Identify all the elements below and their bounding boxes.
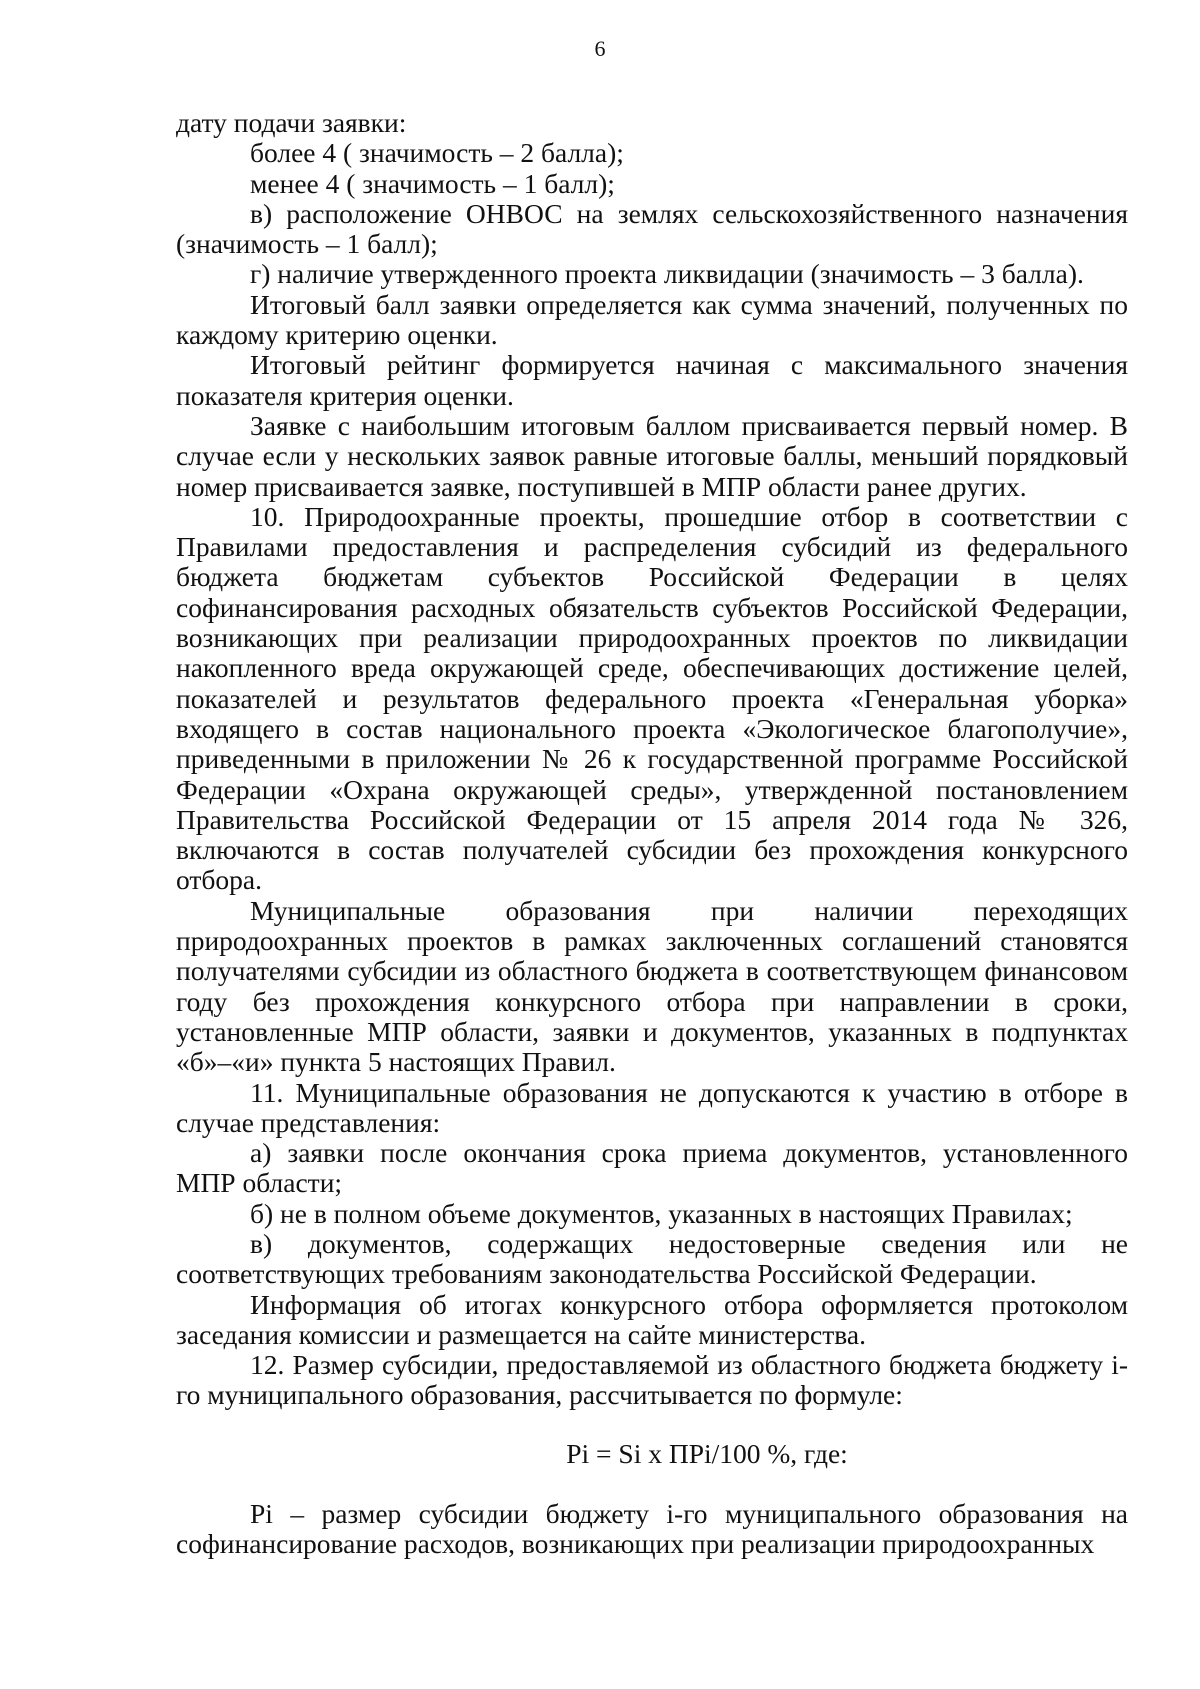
page-number: 6 [594, 36, 606, 61]
clause-11-item-b: б) не в полном объеме документов, указанных в настоящих Правилах; [250, 1197, 1073, 1229]
paragraph-total-rating: Итоговый рейтинг формируется начиная с максимального значения показателя критерия оценки. [176, 349, 1128, 411]
paragraph-transitional-projects: Муниципальные образования при наличии переходящих природоохранных проектов в рамках заключенных соглашений становятся получателями субсидии из областного бюджета в соответствующем финансовом году без прохождения конкурсного отбора при направлении в сроки, установленные МПР области, заявки и документов, указанных в подпунктах «б»–«и» пункта 5 настоящих Правил. [176, 894, 1128, 1078]
paragraph-total-score: Итоговый балл заявки определяется как сумма значений, полученных по каждому критерию оценки. [176, 288, 1128, 351]
criterion-less-than-4: менее 4 ( значимость – 1 балл); [250, 167, 615, 199]
clause-11-item-c: в) документов, содержащих недостоверные сведения или не соответствующих требованиям законодательства Российской Федерации. [176, 1227, 1128, 1290]
formula-definition-pi: Pi – размер субсидии бюджету i-го муниципального образования на софинансирование расходов, возникающих при реализации природоохранных [176, 1498, 1128, 1560]
clause-10: 10. Природоохранные проекты, прошедшие отбор в соответствии с Правилами предоставления и распределения субсидий из федерального бюджета бюджетам субъектов Российской Федерации в целях софинансирования расходных обязательств субъектов Российской Федерации, возникающих при реализации природоохранных проектов по ликвидации накопленного вреда окружающей среде, обеспечивающих достижение целей, показателей и результатов федерального проекта «Генеральная уборка» входящего в состав национального проекта «Экологическое благополучие», приведенными в приложении № 26 к государственной программе Российской Федерации «Охрана окружающей среды», утвержденной постановлением Правительства Российской Федерации от 15 апреля 2014 года № 326, включаются в состав получателей субсидии без прохождения конкурсного отбора. [176, 500, 1128, 896]
subsidy-formula: Pi = Si x ПPi/100 %, где: [566, 1437, 848, 1469]
clause-11-item-a: а) заявки после окончания срока приема документов, установленного МПР области; [176, 1137, 1128, 1199]
clause-11: 11. Муниципальные образования не допускаются к участию в отборе в случае представления: [176, 1076, 1128, 1138]
criterion-agricultural-land: в) расположение ОНВОС на землях сельскохозяйственного назначения (значимость – 1 балл); [176, 197, 1128, 260]
paragraph-results-info: Информация об итогах конкурсного отбора оформляется протоколом заседания комиссии и размещается на сайте министерства. [176, 1288, 1128, 1350]
criterion-more-than-4: более 4 ( значимость – 2 балла); [250, 137, 624, 169]
paragraph-application-date: дату подачи заявки: [176, 107, 407, 138]
document-body [176, 108, 1128, 1560]
criterion-liquidation-project: г) наличие утвержденного проекта ликвидации (значимость – 3 балла). [250, 258, 1084, 290]
clause-12: 12. Размер субсидии, предоставляемой из областного бюджета бюджету i-го муниципального образования, рассчитывается по формуле: [176, 1349, 1128, 1411]
paragraph-first-number: Заявке с наибольшим итоговым баллом присваивается первый номер. В случае если у нескольких заявок равные итоговые баллы, меньший порядковый номер присваивается заявке, поступившей в МПР области ранее других. [176, 409, 1128, 502]
